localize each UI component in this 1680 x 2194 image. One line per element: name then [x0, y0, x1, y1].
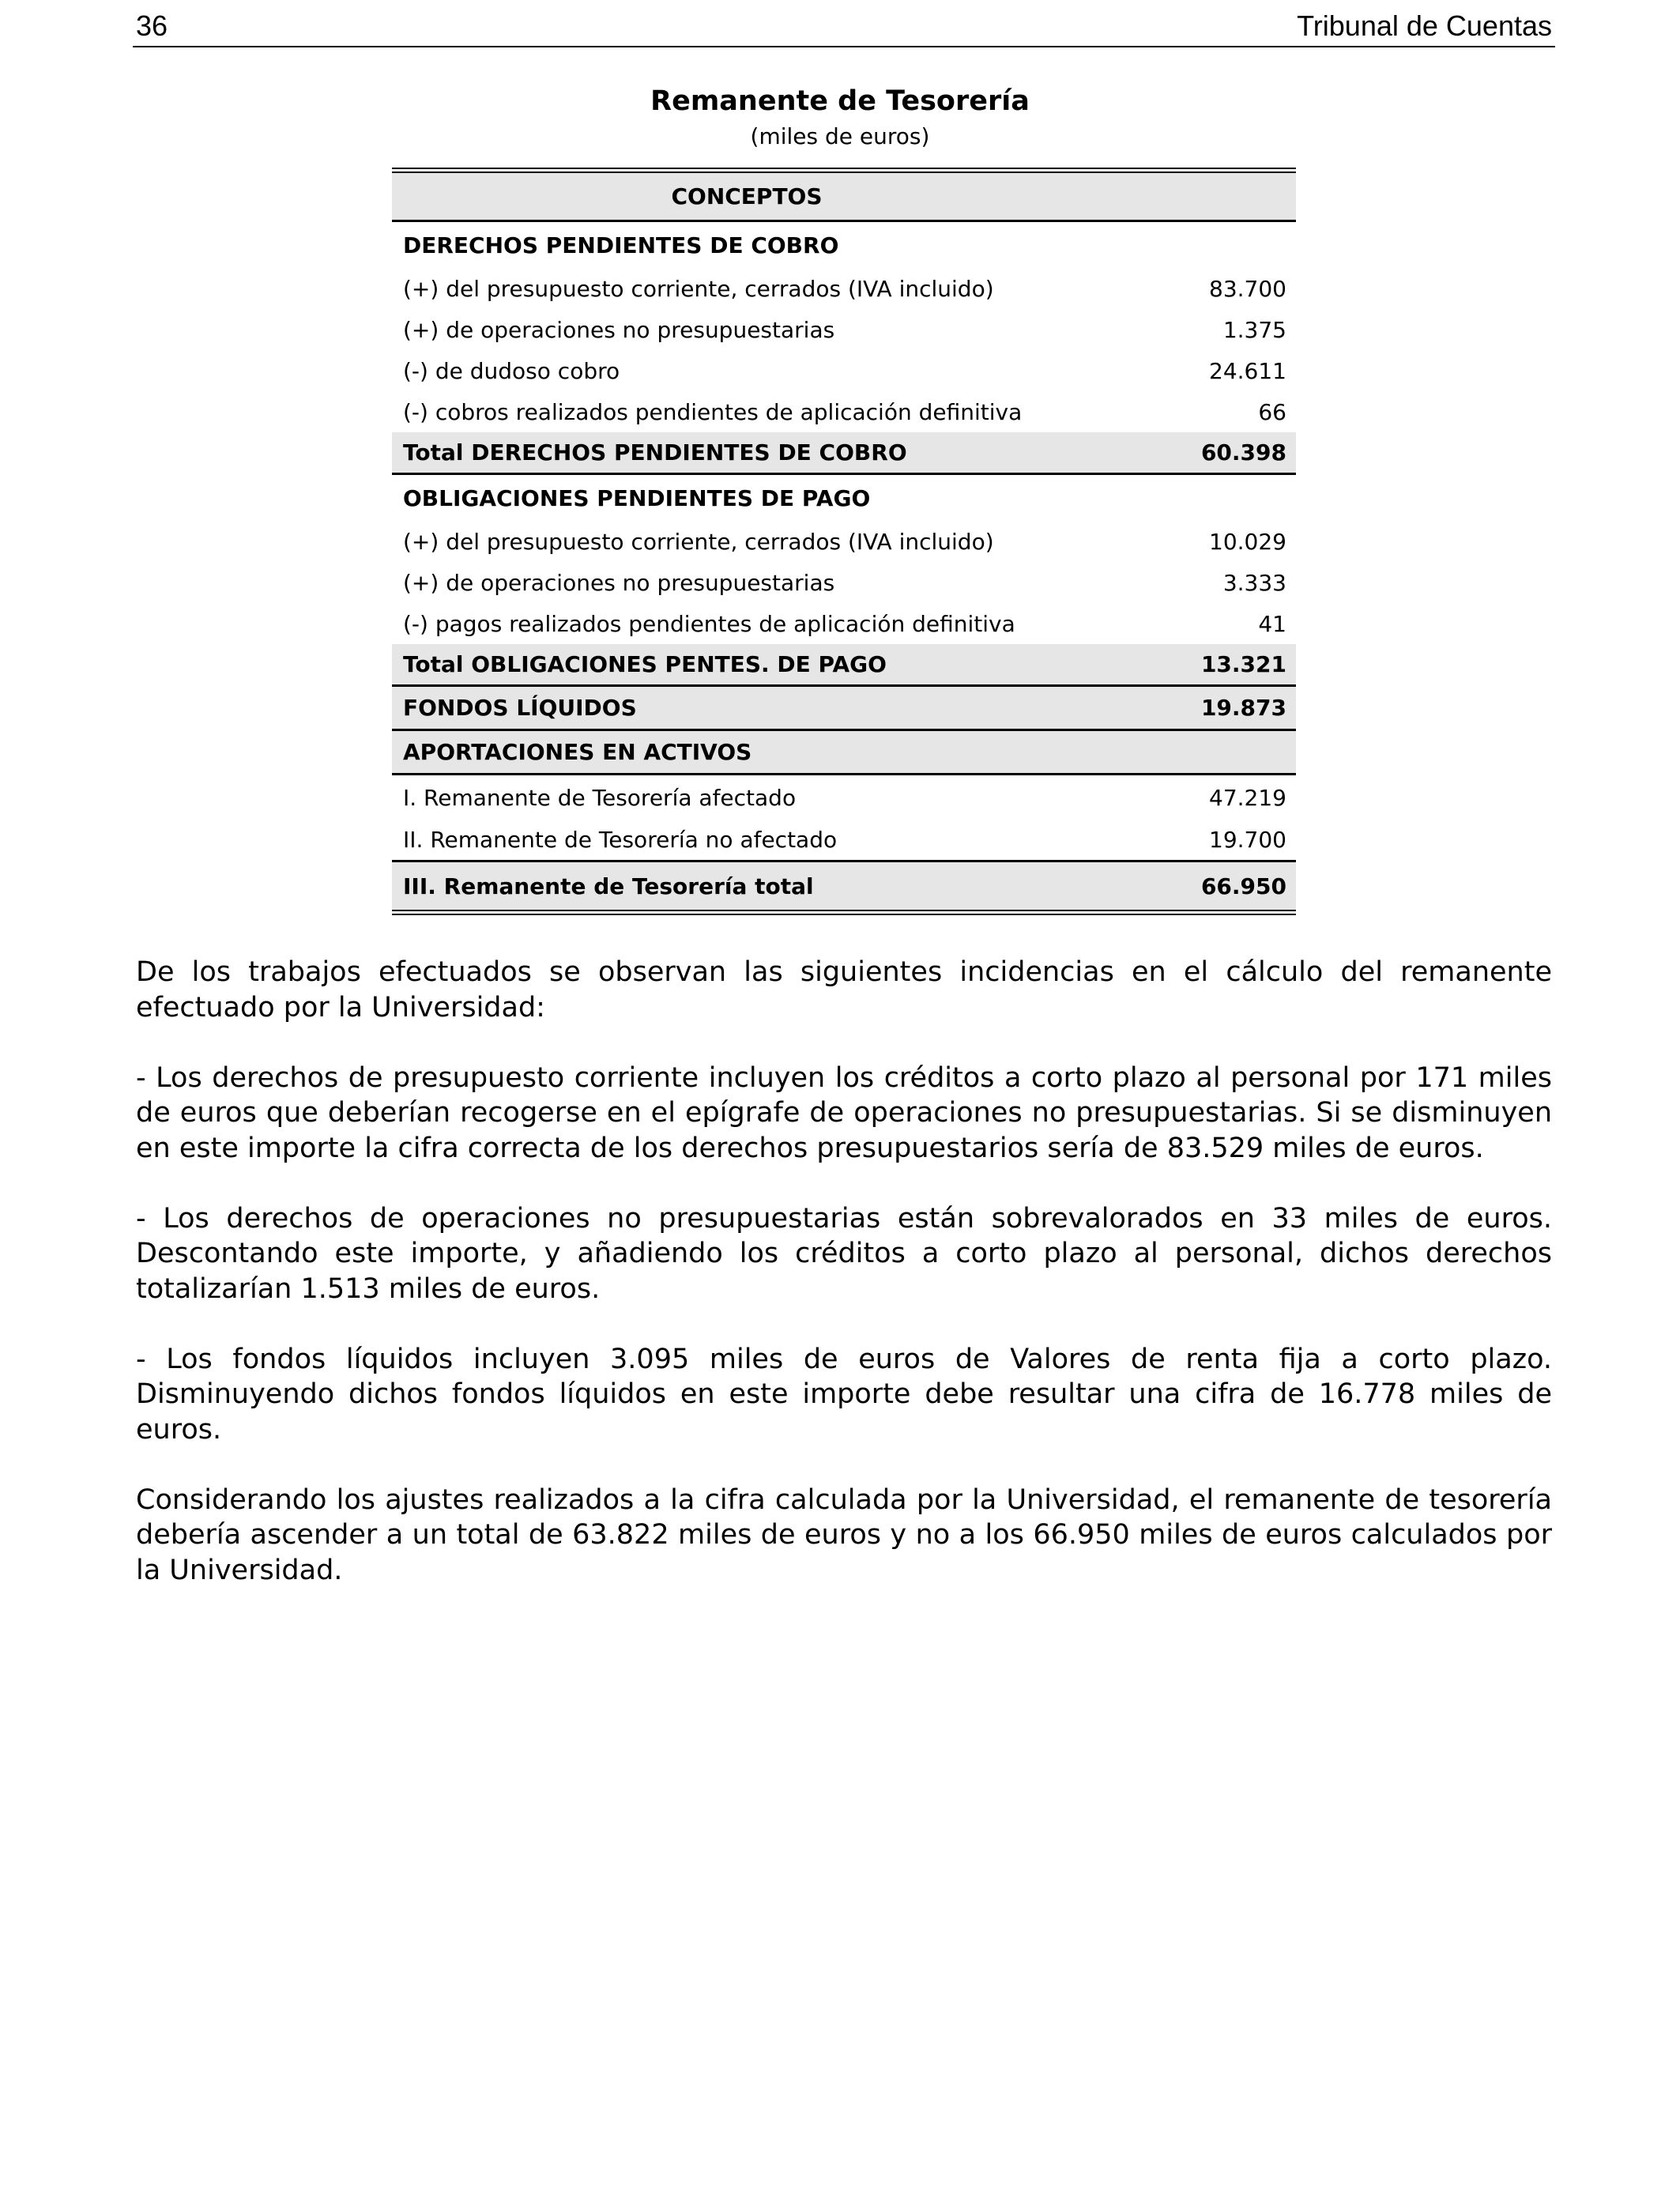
row-label: (-) pagos realizados pendientes de aplicación definitiva	[403, 610, 1015, 637]
total-row-derechos	[392, 432, 1296, 475]
total-label: APORTACIONES EN ACTIVOS	[403, 739, 752, 765]
total-row-fondos	[392, 687, 1296, 731]
row-label: II. Remanente de Tesorería no afectado	[403, 827, 838, 853]
table-row	[392, 775, 1296, 820]
paragraph: - Los fondos líquidos incluyen 3.095 miles de euros de Valores de renta fija a corto plazo. Disminuyendo dichos fondos líquidos en este importe debe resultar una cifra de 16.778 miles de euros.	[136, 1343, 1552, 1446]
row-label: (-) cobros realizados pendientes de aplicación definitiva	[403, 398, 1023, 425]
table-row	[392, 521, 1296, 562]
row-value: 47.219	[1209, 784, 1286, 811]
paragraph: - Los derechos de operaciones no presupuestarias están sobrevalorados en 33 miles de euros. Descontando este importe, y añadiendo los créditos a corto plazo al personal, dichos derechos totalizarían 1.513 miles de euros.	[136, 1202, 1552, 1305]
section-heading-obligaciones	[392, 475, 1296, 521]
table-row	[392, 350, 1296, 391]
page-header	[133, 6, 1555, 47]
table-row	[392, 562, 1296, 603]
row-value: 10.029	[1209, 528, 1286, 555]
table-column-header	[392, 173, 1296, 222]
row-label: (-) de dudoso cobro	[403, 357, 620, 384]
total-row-remanente	[392, 862, 1296, 910]
row-label: (+) de operaciones no presupuestarias	[403, 316, 835, 343]
body-text	[136, 955, 1552, 1623]
total-value: 60.398	[1200, 439, 1286, 466]
section-heading-label: OBLIGACIONES PENDIENTES DE PAGO	[403, 484, 871, 511]
total-label: III. Remanente de Tesorería total	[403, 873, 814, 899]
section-heading-label: DERECHOS PENDIENTES DE COBRO	[403, 232, 839, 258]
column-header-conceptos: CONCEPTOS	[671, 183, 823, 209]
table-row	[392, 309, 1296, 350]
table-row	[392, 820, 1296, 862]
remanente-table	[392, 168, 1296, 915]
total-label: FONDOS LÍQUIDOS	[403, 695, 637, 721]
row-label: (+) de operaciones no presupuestarias	[403, 569, 835, 596]
paragraph: Considerando los ajustes realizados a la cifra calculada por la Universidad, el remanente de tesorería debería ascender a un total de 63.822 miles de euros y no a los 66.950 miles de euros calculados por la Universidad.	[136, 1483, 1552, 1586]
total-row-obligaciones	[392, 644, 1296, 687]
row-label: (+) del presupuesto corriente, cerrados (IVA incluido)	[403, 275, 994, 302]
section-heading-derechos	[392, 222, 1296, 268]
row-value: 19.700	[1209, 827, 1286, 853]
table-subtitle: (miles de euros)	[750, 123, 930, 149]
row-value: 3.333	[1222, 569, 1286, 596]
page-number: 36	[136, 9, 168, 42]
total-label: Total DERECHOS PENDIENTES DE COBRO	[403, 439, 907, 466]
table-bottom-rule	[392, 910, 1296, 915]
total-label: Total OBLIGACIONES PENTES. DE PAGO	[403, 651, 887, 677]
total-value: 19.873	[1200, 695, 1286, 721]
header-title: Tribunal de Cuentas	[1297, 9, 1552, 42]
row-value: 1.375	[1222, 316, 1286, 343]
total-value: 13.321	[1200, 651, 1286, 677]
row-label: I. Remanente de Tesorería afectado	[403, 784, 797, 811]
total-value: 66.950	[1200, 873, 1286, 899]
table-row	[392, 268, 1296, 309]
table-row	[392, 391, 1296, 432]
paragraph: - Los derechos de presupuesto corriente incluyen los créditos a corto plazo al personal por 171 miles de euros que deberían recogerse en el epígrafe de operaciones no presupuestarias. Si se disminuyen en este importe la cifra correcta de los derechos presupuestarios sería de 83.529 miles de euros.	[136, 1061, 1552, 1164]
row-value: 66	[1258, 398, 1286, 425]
total-row-aportaciones	[392, 731, 1296, 775]
row-value: 41	[1258, 610, 1286, 637]
table-title: Remanente de Tesorería	[650, 85, 1030, 117]
table-row	[392, 603, 1296, 644]
row-value: 24.611	[1209, 357, 1286, 384]
row-value: 83.700	[1209, 275, 1286, 302]
row-label: (+) del presupuesto corriente, cerrados (IVA incluido)	[403, 528, 994, 555]
paragraph: De los trabajos efectuados se observan las siguientes incidencias en el cálculo del remanente efectuado por la Universidad:	[136, 956, 1552, 1023]
table-top-rule	[392, 168, 1296, 173]
